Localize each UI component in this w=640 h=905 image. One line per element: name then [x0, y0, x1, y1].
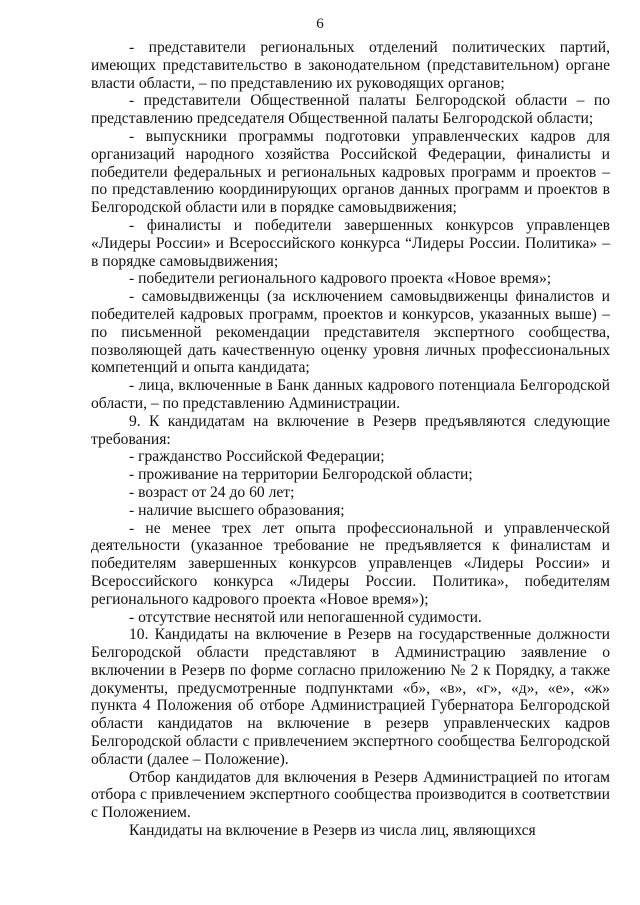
- paragraph-section-10: 10. Кандидаты на включение в Резерв на государственные должности Белгородской области представляют в Администрацию заявление о включении в Резерв по форме согласно приложению № 2 к Порядку, а также документы, предусмотренные подпунктами «б», «в», «г», «д», «е», «ж» пункта 4 Положения об отборе Администрацией Губернатора Белгородской области кандидатов на включение в резерв управленческих кадров Белгородской области с привлечением экспертного сообщества Белгородской области (далее – Положение).: [91, 626, 610, 768]
- paragraph-self-nominated: - самовыдвиженцы (за исключением самовыдвиженцы финалистов и победителей кадровых программ, проектов и конкурсов, указанных выше) – по письменной рекомендации представителя экспертного сообщества, позволяющей дать качественную оценку уровня личных профессиональных компетенций и опыта кандидата;: [91, 288, 610, 377]
- page-number: 6: [316, 16, 324, 32]
- paragraph-parties: - представители региональных отделений политических партий, имеющих представительство в законодательном (представительном) органе власти области, – по представлению их руководящих органов;: [91, 39, 610, 92]
- requirement-education: - наличие высшего образования;: [129, 501, 345, 519]
- paragraph-section-9: 9. К кандидатам на включение в Резерв предъявляются следующие требования:: [91, 412, 610, 448]
- paragraph-data-bank: - лица, включенные в Банк данных кадрового потенциала Белгородской области, – по представлению Администрации.: [91, 377, 610, 412]
- paragraph-leaders-russia: - финалисты и победители завершенных конкурсов управленцев «Лидеры России» и Всероссийского конкурса “Лидеры России. Политика» – в порядке самовыдвижения;: [91, 216, 610, 270]
- paragraph-candidates: Кандидаты на включение в Резерв из числа лиц, являющихся: [129, 822, 536, 840]
- document-body: [91, 39, 610, 840]
- requirement-residence: - проживание на территории Белгородской области;: [129, 466, 473, 484]
- paragraph-public-chamber: - представители Общественной палаты Белгородской области – по представлению председателя Общественной палаты Белгородской области;: [91, 92, 610, 128]
- paragraph-selection: Отбор кандидатов для включения в Резерв Администрацией по итогам отбора с привлечением экспертного сообщества производится в соответствии с Положением.: [91, 768, 610, 822]
- paragraph-graduates: - выпускники программы подготовки управленческих кадров для организаций народного хозяйства Российской Федерации, финалисты и победители федеральных и региональных кадровых программ и проектов – по представлению координирующих органов данных программ и проектов в Белгородской области или в порядке самовыдвижения;: [91, 127, 610, 217]
- requirement-citizenship: - гражданство Российской Федерации;: [129, 448, 385, 466]
- requirement-age: - возраст от 24 до 60 лет;: [129, 483, 295, 501]
- requirement-no-conviction: - отсутствие неснятой или непогашенной судимости.: [129, 608, 482, 626]
- requirement-experience: - не менее трех лет опыта профессиональной и управленческой деятельности (указанное требование не предъявляется к финалистам и победителям завершенных конкурсов управленцев «Лидеры России» и Всероссийского конкурса «Лидеры России. Политика», победителям регионального кадрового проекта «Новое время»);: [91, 519, 610, 608]
- paragraph-new-time: - победители регионального кадрового проекта «Новое время»;: [129, 270, 552, 288]
